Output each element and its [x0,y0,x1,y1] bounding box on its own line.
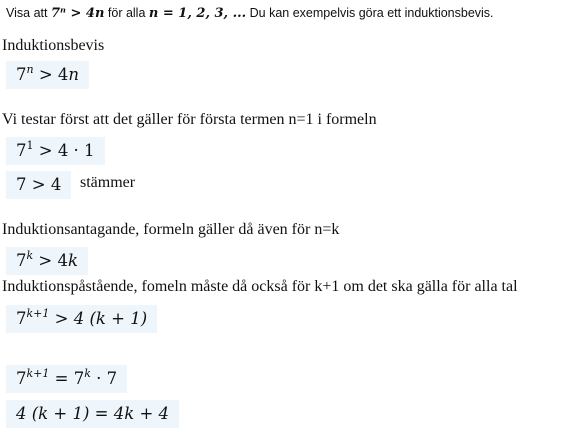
claim-rhs: > 4 [33,65,69,84]
expand1-mid-exponent: k [84,367,91,380]
claim-variable: n [68,65,80,84]
claim-base: 7 [16,65,27,84]
question-text [6,6,494,21]
step-base: 7 [16,309,27,328]
hypothesis-formula [6,247,88,275]
expand2-text: 4 (k + 1) = 4k + 4 [16,404,170,423]
base-case-verdict: stämmer [80,174,136,191]
question-suffix: Du kan exempelvis göra ett induktionsbevis. [249,6,494,20]
base-case-result: 7 > 4 [6,171,71,199]
expand1-base: 7 [16,369,27,388]
claim-exponent: n [26,63,34,76]
base-case-text: Vi testar först att det gäller för första termen n=1 i formeln [2,111,377,128]
hypothesis-rhs: > 4 [33,251,68,270]
base-case-base: 7 [16,141,27,160]
claim-formula [6,61,89,89]
expand1-mid: = 7 [49,369,85,388]
question-prefix: Visa att [6,6,48,20]
expand1-exponent: k+1 [26,367,50,380]
question-range: n = 1, 2, 3, ... [148,6,247,21]
hypothesis-variable: k [68,251,78,270]
step-rhs: > 4 (k + 1) [49,309,148,328]
question-middle: för alla [107,6,146,20]
base-case-exponent: 1 [26,139,34,152]
hypothesis-base: 7 [16,251,27,270]
expand-formula-1 [6,365,127,393]
base-case-rhs: > 4 · 1 [33,141,95,160]
hypothesis-exponent: k [26,249,34,262]
base-case-formula [6,137,105,165]
question-inequality: 7ⁿ > 4n [50,6,105,21]
expand1-tail: · 7 [90,369,118,388]
step-text: Induktionspåstående, fomeln måste då också för k+1 om det ska gälla för alla tal [2,278,518,295]
step-formula [6,305,157,333]
step-exponent: k+1 [26,307,50,320]
hypothesis-text: Induktionsantagande, formeln gäller då även för n=k [2,221,340,238]
proof-heading: Induktionsbevis [2,37,105,54]
expand-formula-2 [6,400,179,428]
